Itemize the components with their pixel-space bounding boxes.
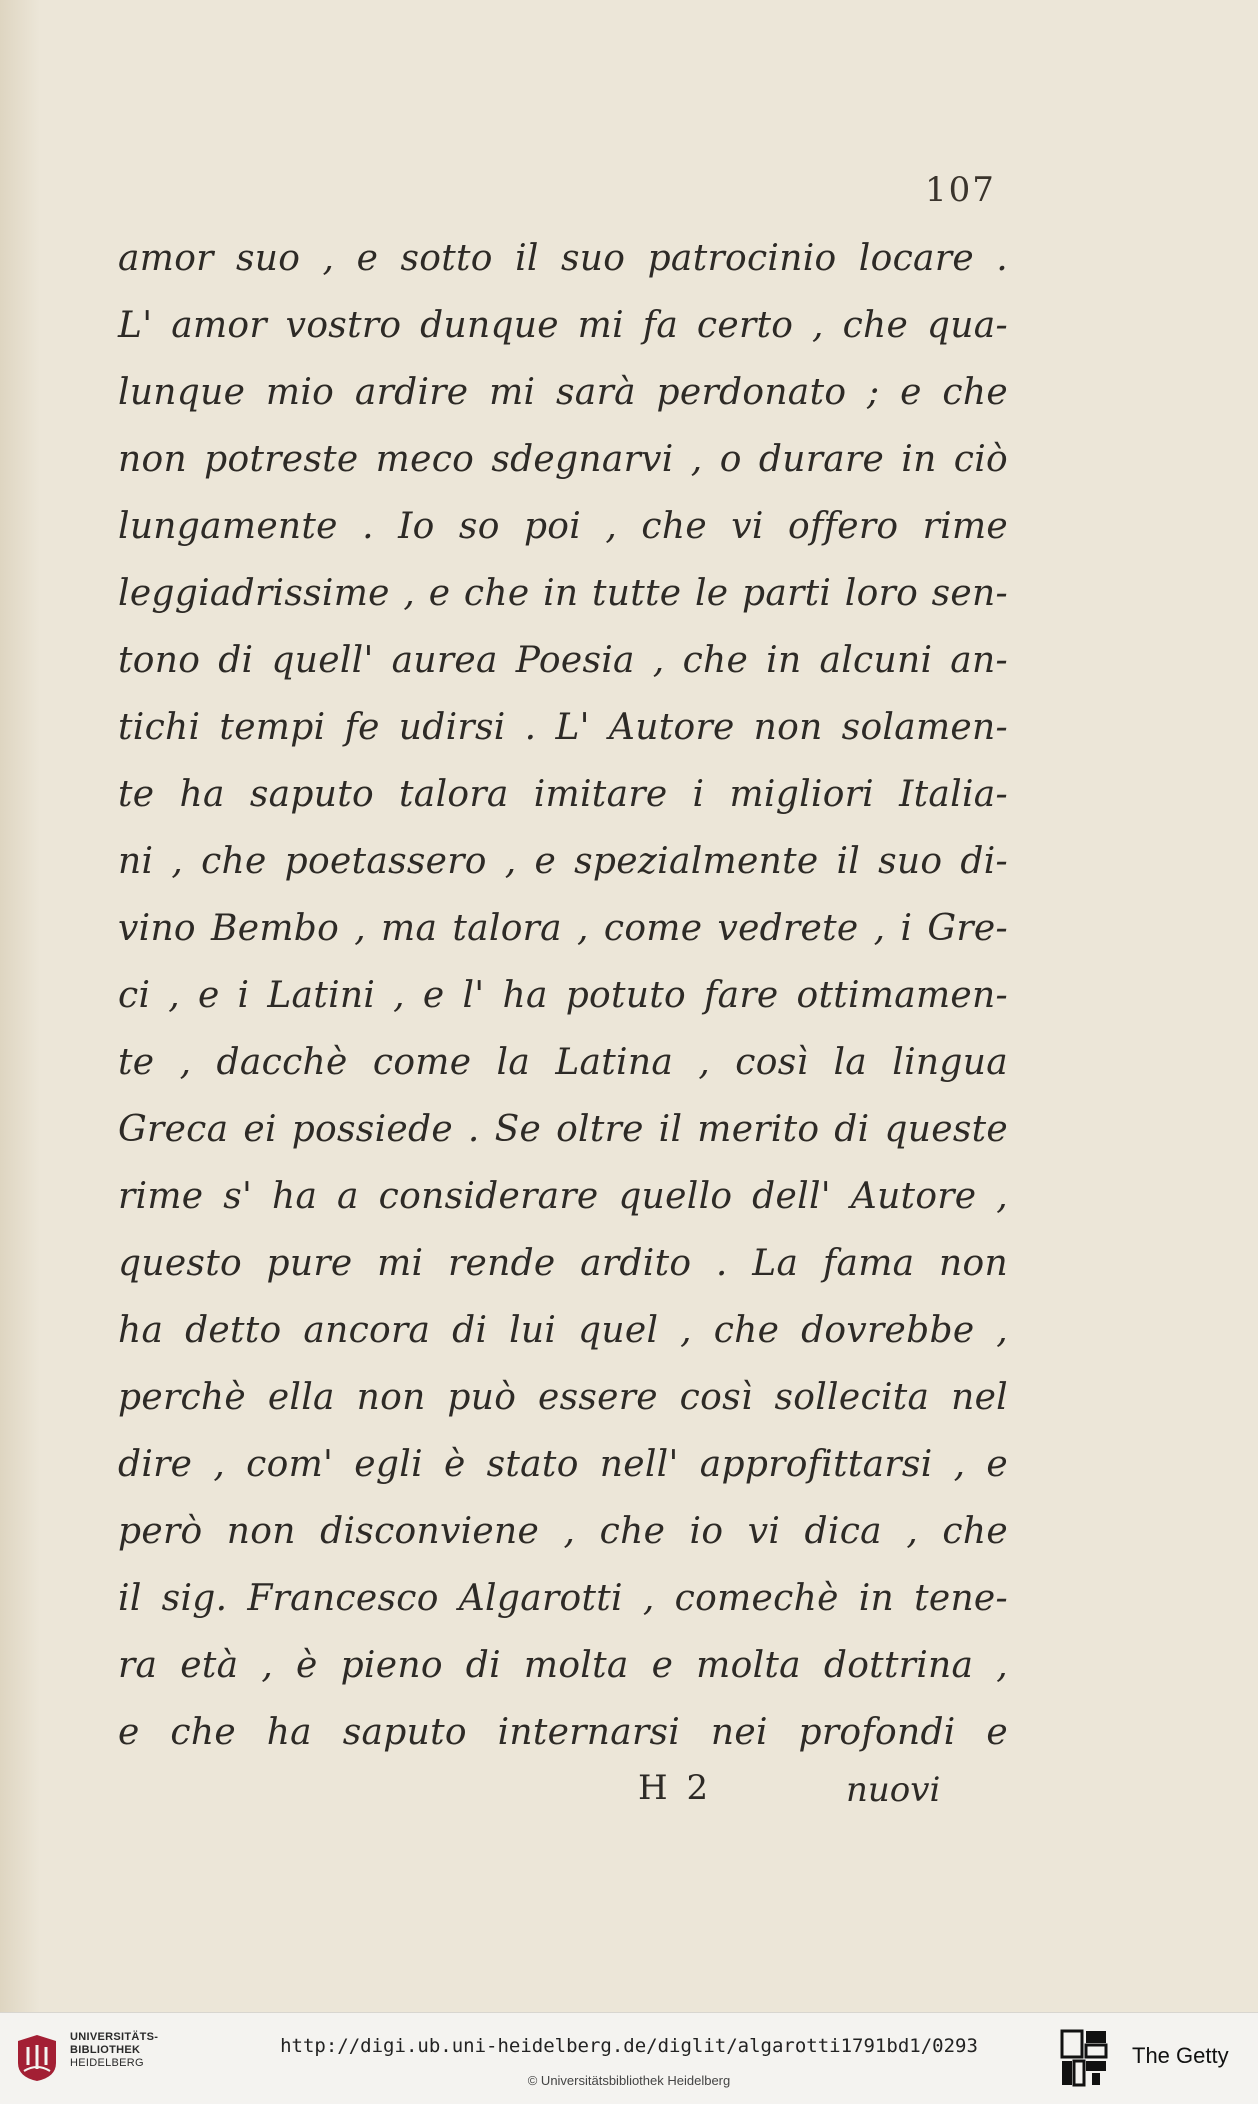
- catchline: [118, 1768, 1008, 1818]
- text-line: ha detto ancora di lui quel , che dovrebbe ,: [118, 1310, 1008, 1351]
- text-line: il sig. Francesco Algarotti , comechè in tene-: [118, 1578, 1008, 1619]
- text-line: Greca ei possiede . Se oltre il merito di queste: [118, 1109, 1008, 1150]
- text-line: lungamente . Io so poi , che vi offero rime: [118, 506, 1008, 547]
- text-line: dire , com' egli è stato nell' approfittarsi , e: [118, 1444, 1008, 1485]
- text-line: leggiadrissime , e che in tutte le parti loro sen-: [118, 573, 1008, 614]
- text-line: ra età , è pieno di molta e molta dottrina ,: [118, 1645, 1008, 1686]
- text-line: e che ha saputo internarsi nei profondi e: [118, 1712, 1008, 1753]
- library-name: UNIVERSITÄTS- BIBLIOTHEK HEIDELBERG: [70, 2031, 159, 2069]
- text-line: te , dacchè come la Latina , così la lingua: [118, 1042, 1008, 1083]
- permalink-url[interactable]: http://digi.ub.uni-heidelberg.de/diglit/algarotti1791bd1/0293: [280, 2035, 978, 2057]
- body-text: [118, 225, 1008, 1766]
- text-line: però non disconviene , che io vi dica , che: [118, 1511, 1008, 1552]
- text-line: rime s' ha a considerare quello dell' Autore ,: [118, 1176, 1008, 1217]
- text-line: amor suo , e sotto il suo patrocinio locare .: [118, 238, 1008, 279]
- page-number: 107: [925, 170, 996, 210]
- getty-partner-name: The Getty: [1132, 2043, 1229, 2068]
- text-line: non potreste meco sdegnarvi , o durare in ciò: [118, 439, 1008, 480]
- text-line: tono di quell' aurea Poesia , che in alcuni an-: [118, 640, 1008, 681]
- text-line: vino Bembo , ma talora , come vedrete , i Gre-: [118, 908, 1008, 949]
- text-line: L' amor vostro dunque mi fa certo , che qua-: [118, 305, 1008, 346]
- text-line: lunque mio ardire mi sarà perdonato ; e che: [118, 372, 1008, 413]
- text-line: te ha saputo talora imitare i migliori Italia-: [118, 774, 1008, 815]
- page-edge-shadow: [0, 0, 40, 2012]
- text-line: ci , e i Latini , e l' ha potuto fare ottimamen-: [118, 975, 1008, 1016]
- signature-mark: H 2: [638, 1768, 713, 1808]
- getty-logo-icon: [1060, 2029, 1110, 2087]
- catchword: nuovi: [846, 1770, 941, 1810]
- text-line: perchè ella non può essere così sollecita nel: [118, 1377, 1008, 1418]
- viewer-footer: [0, 2012, 1258, 2104]
- text-line: questo pure mi rende ardito . La fama non: [118, 1243, 1008, 1284]
- text-line: ni , che poetassero , e spezialmente il suo di-: [118, 841, 1008, 882]
- copyright-notice: © Universitätsbibliothek Heidelberg: [527, 2073, 731, 2088]
- text-line: tichi tempi fe udirsi . L' Autore non solamen-: [118, 707, 1008, 748]
